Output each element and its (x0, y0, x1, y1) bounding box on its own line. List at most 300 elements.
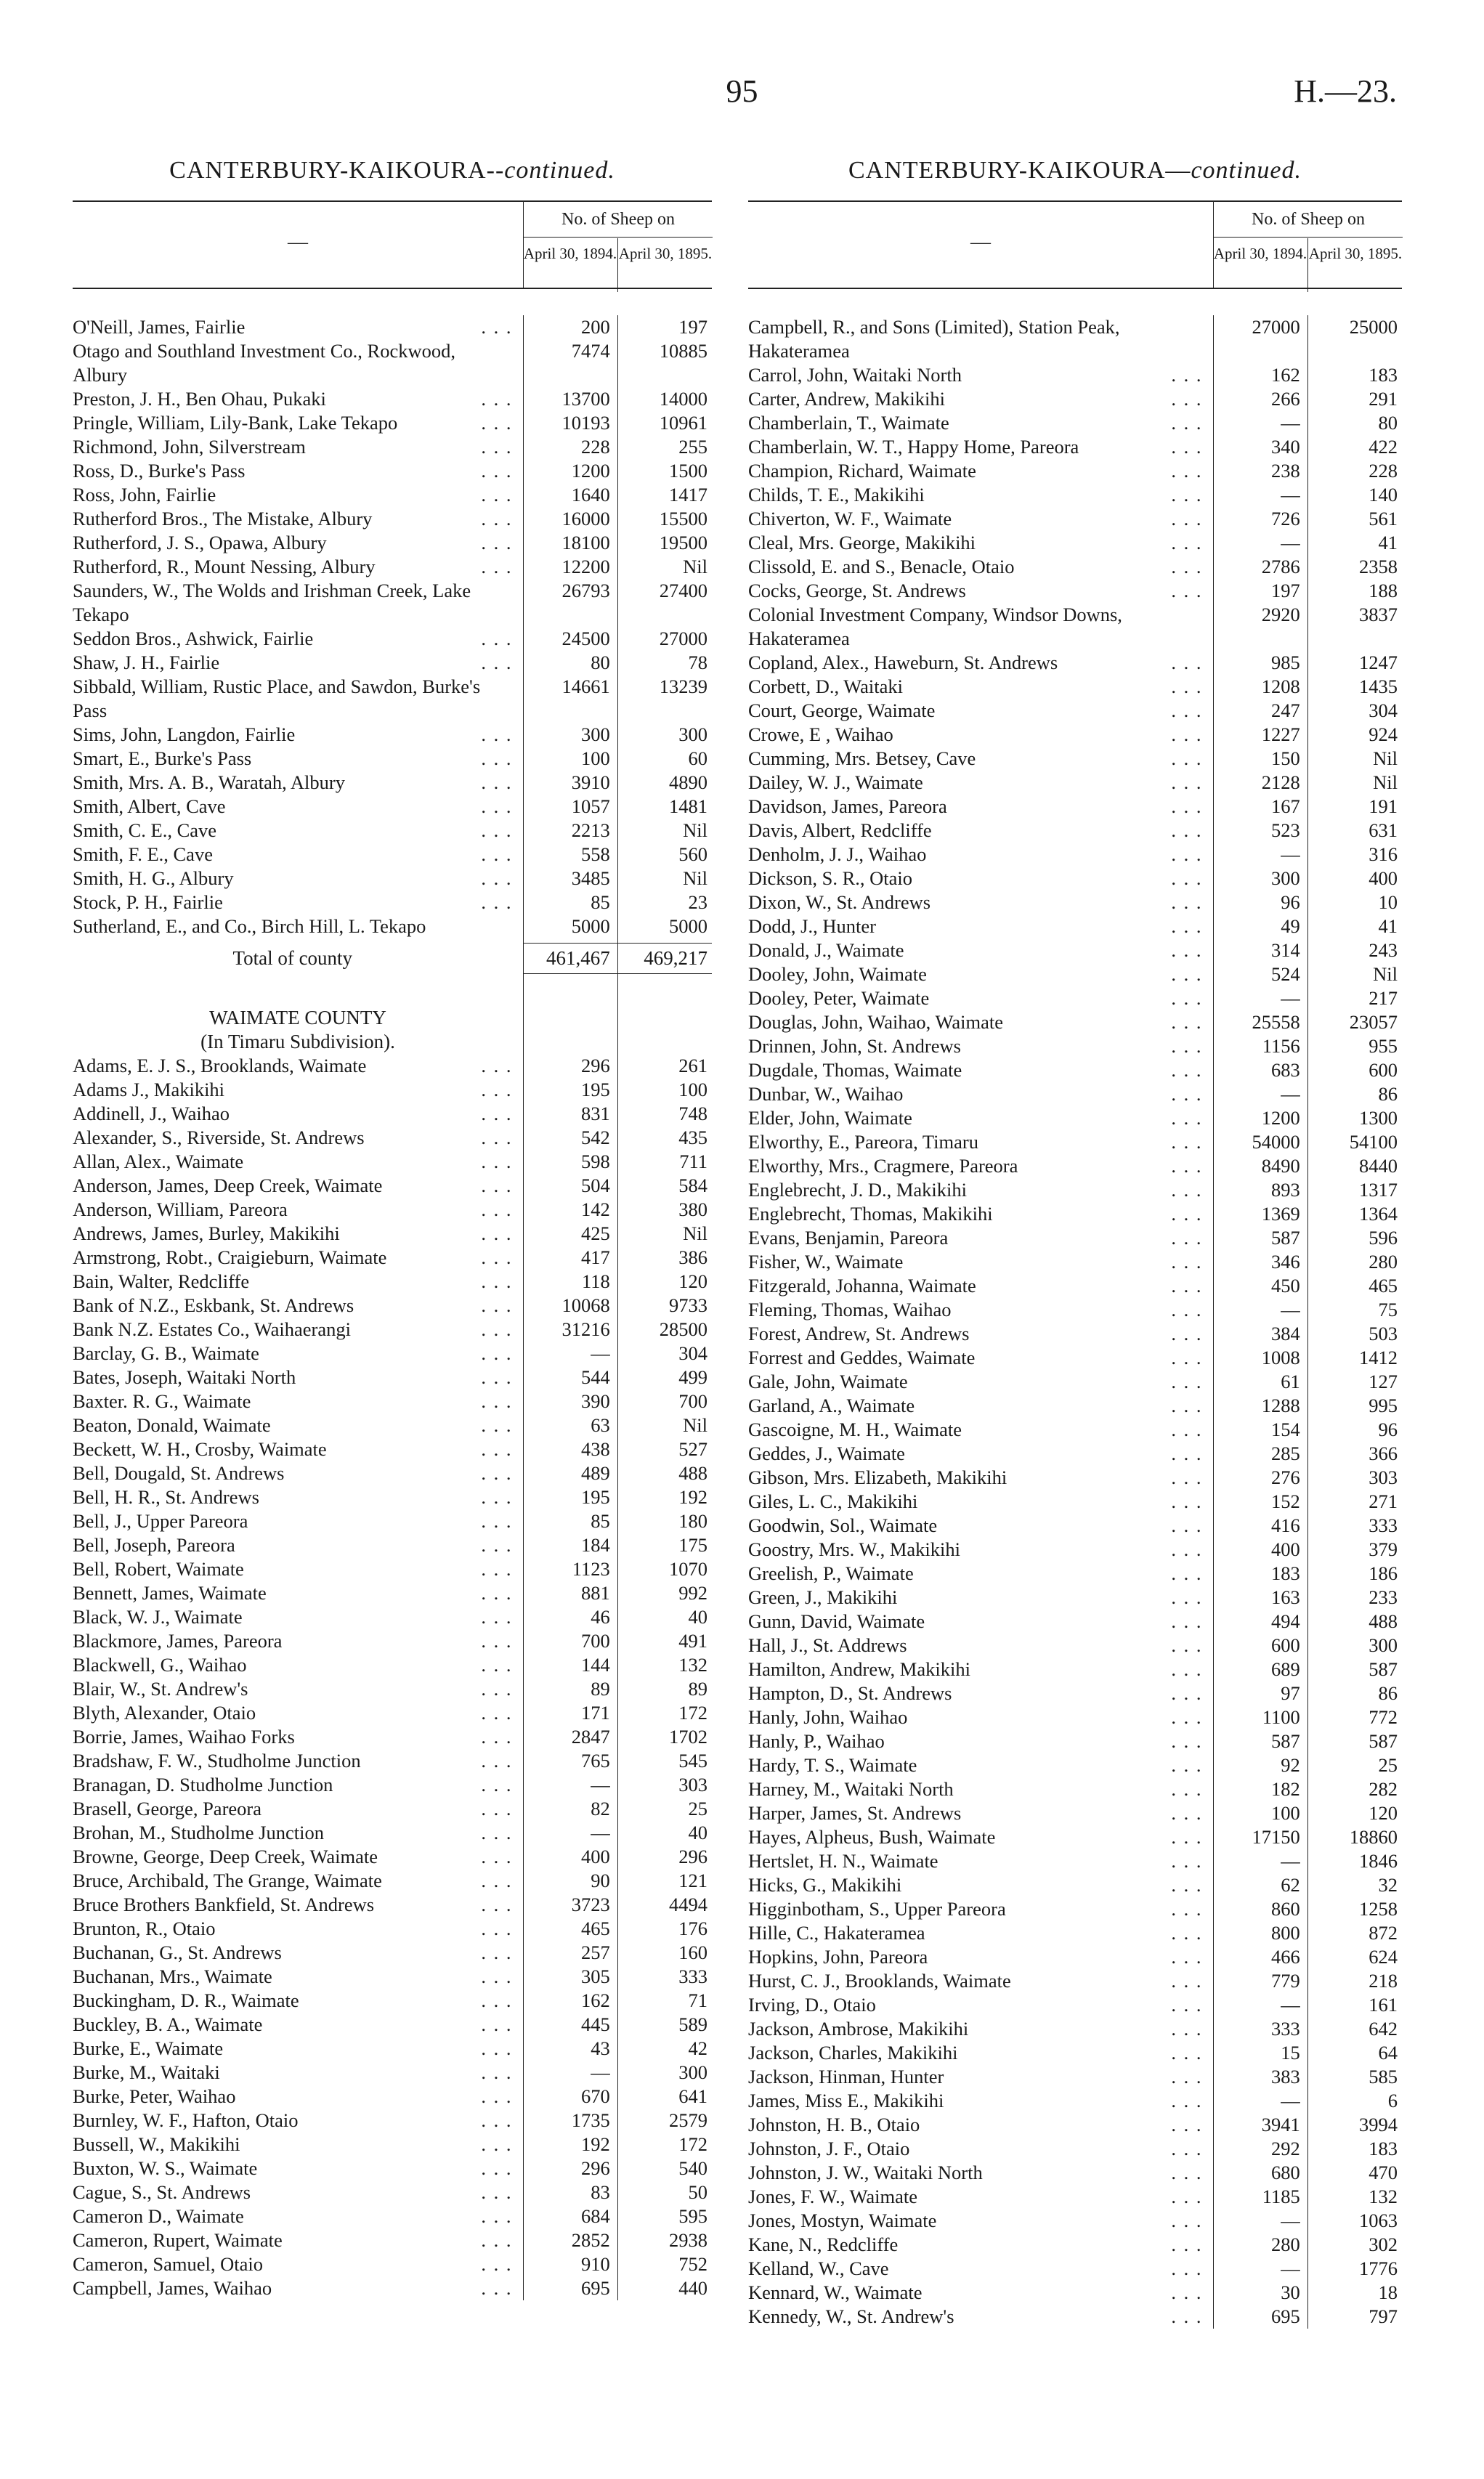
count-1895: Nil (683, 556, 708, 577)
leader-dots: . . . (481, 819, 513, 841)
holder-name-text: Beaton, Donald, Waimate (73, 1414, 275, 1436)
count-1894: 80 (591, 652, 610, 673)
holder-name (748, 1777, 1207, 1801)
holder-name-text: Childs, T. E., Makikihi (748, 484, 929, 506)
holder-name-text: Greelish, P., Waimate (748, 1562, 918, 1584)
count-1895: 1063 (1359, 2210, 1398, 2231)
count-1895: 10885 (659, 340, 708, 362)
holder-name (73, 1989, 517, 2013)
county-heading (73, 1006, 523, 1054)
count-1894: 800 (1270, 1922, 1300, 1944)
holder-name-text: Johnston, J. W., Waitaki North (748, 2162, 987, 2183)
table-row (73, 1917, 712, 1941)
leader-dots: . . . (1171, 2018, 1203, 2040)
right-column-headers (748, 200, 1402, 289)
holder-name (73, 579, 517, 627)
count-1895: 296 (678, 1846, 708, 1867)
holder-name-text: Evans, Benjamin, Pareora (748, 1227, 952, 1249)
table-row (73, 2276, 712, 2300)
leader-dots: . . . (481, 1750, 513, 1772)
count-1895: 255 (678, 436, 708, 458)
count-1894: 2213 (571, 819, 610, 841)
table-row (73, 651, 712, 675)
table-row (73, 2180, 712, 2204)
count-1895: 366 (1369, 1443, 1398, 1464)
count-1895: 23057 (1349, 1011, 1398, 1033)
holder-name (748, 435, 1207, 459)
count-1894: 695 (1270, 2305, 1300, 2327)
table-row (748, 1154, 1402, 1178)
holder-name-text: Bruce Brothers Bankfield, St. Andrews (73, 1894, 378, 1915)
leader-dots: . . . (481, 1918, 513, 1939)
leader-dots: . . . (481, 1726, 513, 1748)
holder-name (73, 2133, 517, 2157)
count-1895: 1247 (1359, 652, 1398, 673)
holder-name-text: Adams J., Makikihi (73, 1079, 229, 1100)
count-1895: 8440 (1359, 1155, 1398, 1177)
holder-name-text: Davidson, James, Pareora (748, 795, 952, 817)
count-1895: 624 (1369, 1946, 1398, 1968)
leader-dots: . . . (1171, 1443, 1203, 1464)
table-row (748, 1130, 1402, 1154)
leader-dots: . . . (1171, 2114, 1203, 2135)
count-1895: 316 (1369, 843, 1398, 865)
table-row (748, 867, 1402, 890)
count-1895: 304 (1369, 699, 1398, 721)
holder-name-text: Sims, John, Langdon, Fairlie (73, 723, 299, 745)
table-row (748, 387, 1402, 411)
holder-name (73, 675, 517, 723)
count-1894: 333 (1270, 2018, 1300, 2040)
holder-name-text: Kane, N., Redcliffe (748, 2233, 902, 2255)
table-row (748, 1394, 1402, 1418)
count-1894: 257 (581, 1942, 610, 1963)
count-1894: 680 (1270, 2162, 1300, 2183)
count-1895: 1300 (1359, 1107, 1398, 1129)
holder-name-text: Bank N.Z. Estates Co., Waihaerangi (73, 1318, 355, 1340)
leader-dots: . . . (1171, 2090, 1203, 2111)
table-row (73, 1845, 712, 1869)
count-1894: 167 (1270, 795, 1300, 817)
table-row (748, 1849, 1402, 1873)
count-1894: 305 (581, 1965, 610, 1987)
count-1895: 641 (678, 2085, 708, 2107)
leader-dots: . . . (1171, 484, 1203, 506)
holder-name-text: Hicks, G., Makikihi (748, 1874, 906, 1896)
count-1894: 587 (1270, 1227, 1300, 1249)
leader-dots: . . . (481, 1798, 513, 1819)
holder-name (73, 1342, 517, 1366)
count-1894: — (1281, 987, 1300, 1009)
holder-name (73, 483, 517, 507)
count-1895: 121 (678, 1870, 708, 1891)
holder-name (73, 459, 517, 483)
holder-name (73, 1845, 517, 1869)
count-1894: — (1281, 1994, 1300, 2016)
count-1895: 379 (1369, 1538, 1398, 1560)
table-row (73, 1342, 712, 1366)
count-1894: 43 (591, 2037, 610, 2059)
holder-name (748, 1921, 1207, 1945)
holder-name (748, 1610, 1207, 1634)
leader-dots: . . . (1171, 1658, 1203, 1680)
holder-name (748, 1514, 1207, 1538)
holder-name (73, 1318, 517, 1342)
holder-name (73, 1941, 517, 1965)
count-1894: 192 (581, 2133, 610, 2155)
table-row (748, 1298, 1402, 1322)
holder-name (748, 1274, 1207, 1298)
leader-dots: . . . (1171, 1011, 1203, 1033)
leader-dots: . . . (1171, 915, 1203, 937)
count-1894: 54000 (1252, 1131, 1300, 1153)
holder-name-text: Forrest and Geddes, Waimate (748, 1347, 979, 1368)
count-1894: 118 (582, 1270, 610, 1292)
leader-dots: . . . (481, 2085, 513, 2107)
count-1895: 175 (678, 1534, 708, 1556)
holder-name (748, 1034, 1207, 1058)
table-row (73, 675, 712, 723)
count-1895: 291 (1369, 388, 1398, 410)
holder-name (73, 890, 517, 914)
count-1894: 489 (581, 1462, 610, 1484)
leader-dots: . . . (1171, 1299, 1203, 1320)
holder-name-text: Donald, J., Waimate (748, 939, 908, 961)
count-1894: 96 (1281, 891, 1300, 913)
count-1894: 1200 (1261, 1107, 1300, 1129)
count-1894: 162 (1270, 364, 1300, 386)
count-1894: 62 (1281, 1874, 1300, 1896)
holder-name-text: Preston, J. H., Ben Ohau, Pukaki (73, 388, 331, 410)
count-1894: — (591, 2061, 610, 2083)
table-row (73, 531, 712, 555)
table-row (73, 2037, 712, 2061)
holder-name-text: Kennard, W., Waimate (748, 2281, 927, 2303)
holder-name-text: Rutherford, R., Mount Nessing, Albury (73, 556, 380, 577)
holder-name (73, 1725, 517, 1749)
leader-dots: . . . (1171, 1826, 1203, 1848)
count-1895: 25 (1378, 1754, 1398, 1776)
count-1895: 631 (1369, 819, 1398, 841)
count-1894: 7474 (571, 340, 610, 362)
table-row (748, 1921, 1402, 1945)
holder-name-text: Bruce, Archibald, The Grange, Waimate (73, 1870, 386, 1891)
holder-name-text: Irving, D., Otaio (748, 1994, 880, 2016)
leader-dots: . . . (1171, 1466, 1203, 1488)
table-row (73, 1557, 712, 1581)
count-1894: 438 (581, 1438, 610, 1460)
count-1894: 425 (581, 1222, 610, 1244)
count-1895: 955 (1369, 1035, 1398, 1057)
leader-dots: . . . (1171, 1706, 1203, 1728)
holder-name (73, 1461, 517, 1485)
table-row (748, 843, 1402, 867)
count-1894: 689 (1270, 1658, 1300, 1680)
total-rule (73, 938, 712, 944)
count-1894: 416 (1270, 1514, 1300, 1536)
holder-name-text: Bain, Walter, Redcliffe (73, 1270, 254, 1292)
count-1894: 893 (1270, 1179, 1300, 1201)
holder-name-text: Court, George, Waimate (748, 699, 939, 721)
count-1894: 300 (1270, 867, 1300, 889)
holder-name (748, 938, 1207, 962)
count-1894: 195 (581, 1079, 610, 1100)
table-row (73, 2061, 712, 2085)
holder-name-text: Hall, J., St. Addrews (748, 1634, 912, 1656)
count-1894: 2847 (571, 1726, 610, 1748)
count-1894: 587 (1270, 1730, 1300, 1752)
left-column-headers (73, 200, 712, 289)
count-1895: 5000 (669, 915, 708, 937)
leader-dots: . . . (481, 412, 513, 434)
count-1894: 3910 (571, 771, 610, 793)
count-1895: 545 (678, 1750, 708, 1772)
holder-name-text: Chamberlain, T., Waimate (748, 412, 954, 434)
holder-name (73, 1677, 517, 1701)
count-1894: 276 (1270, 1466, 1300, 1488)
holder-name (73, 1557, 517, 1581)
count-1895: 1070 (669, 1558, 708, 1580)
holder-name (73, 1246, 517, 1270)
table-row (748, 1274, 1402, 1298)
count-1895: 595 (678, 2205, 708, 2227)
table-row (748, 675, 1402, 699)
holder-name-text: Goodwin, Sol., Waimate (748, 1514, 941, 1536)
count-1894: 100 (1270, 1802, 1300, 1824)
count-1895: 186 (1369, 1562, 1398, 1584)
leader-dots: . . . (1171, 939, 1203, 961)
holder-name-text: Bennett, James, Waimate (73, 1582, 271, 1604)
count-1895: 127 (1369, 1371, 1398, 1392)
holder-name (748, 675, 1207, 699)
count-1895: 27000 (659, 628, 708, 649)
holder-name-text: Saunders, W., The Wolds and Irishman Creek, Lake Tekapo (73, 580, 471, 625)
table-row (748, 1346, 1402, 1370)
leader-dots: . . . (1171, 556, 1203, 577)
table-row (748, 819, 1402, 843)
holder-name-text: Bell, J., Upper Pareora (73, 1510, 252, 1532)
table-row (748, 1082, 1402, 1106)
table-row (73, 1989, 712, 2013)
leader-dots: . . . (1171, 1059, 1203, 1081)
table-row (748, 1490, 1402, 1514)
holder-name (73, 2037, 517, 2061)
count-1895: 2358 (1359, 556, 1398, 577)
holder-name-text: Black, W. J., Waimate (73, 1606, 247, 1628)
table-row (748, 1681, 1402, 1705)
table-row (73, 1294, 712, 1318)
holder-name-text: Baxter. R. G., Waimate (73, 1390, 255, 1412)
leader-dots: . . . (1171, 2066, 1203, 2088)
holder-name-text: Bell, Joseph, Pareora (73, 1534, 240, 1556)
leader-dots: . . . (1171, 1419, 1203, 1440)
table-row (73, 771, 712, 795)
holder-name-text: Hille, C., Hakateramea (748, 1922, 930, 1944)
count-1894: 465 (581, 1918, 610, 1939)
holder-name-text: Ross, John, Fairlie (73, 484, 220, 506)
leader-dots: . . . (1171, 1562, 1203, 1584)
leader-dots: . . . (1171, 364, 1203, 386)
table-row (73, 1701, 712, 1725)
count-1895: 71 (688, 1989, 708, 2011)
holder-name (748, 483, 1207, 507)
count-1895: 25 (688, 1798, 708, 1819)
holder-name-text: Clissold, E. and S., Benacle, Otaio (748, 556, 1019, 577)
right-heading-continued: continued. (1191, 157, 1302, 184)
table-row (73, 890, 712, 914)
count-1894: 445 (581, 2013, 610, 2035)
table-row (748, 1801, 1402, 1825)
leader-dots: . . . (481, 1366, 513, 1388)
count-1894: 542 (581, 1127, 610, 1148)
holder-name (73, 651, 517, 675)
holder-name-text: Dooley, John, Waimate (748, 963, 931, 985)
count-1895: 503 (1369, 1323, 1398, 1344)
holder-name-text: Hayes, Alpheus, Bush, Waimate (748, 1826, 1000, 1848)
count-1895: 3994 (1359, 2114, 1398, 2135)
right-heading (748, 153, 1402, 189)
count-1894: 5000 (571, 915, 610, 937)
holder-name (73, 2228, 517, 2252)
count-1895: 197 (678, 316, 708, 338)
county-subdivision: (In Timaru Subdivision). (200, 1031, 395, 1052)
count-1895: 64 (1378, 2042, 1398, 2064)
leader-dots: . . . (1171, 1347, 1203, 1368)
count-1895: 386 (678, 1246, 708, 1268)
holder-name (73, 1485, 517, 1509)
count-1894: 92 (1281, 1754, 1300, 1776)
count-1894: — (1281, 2210, 1300, 2231)
holder-name-text: Green, J., Makikihi (748, 1586, 901, 1608)
leader-dots: . . . (481, 1846, 513, 1867)
holder-name (748, 411, 1207, 435)
holder-name (73, 1222, 517, 1246)
holder-name-text: Alexander, S., Riverside, St. Andrews (73, 1127, 369, 1148)
count-1895: 540 (678, 2157, 708, 2179)
count-1894: 400 (581, 1846, 610, 1867)
count-1895: 27400 (659, 580, 708, 601)
count-1894: 63 (591, 1414, 610, 1436)
holder-name-text: Higginbotham, S., Upper Pareora (748, 1898, 1010, 1920)
leader-dots: . . . (481, 532, 513, 553)
holder-name (73, 1821, 517, 1845)
count-1894: 26793 (561, 580, 610, 601)
document-reference: H.—23. (1294, 73, 1397, 109)
table-row (73, 1485, 712, 1509)
holder-name-text: Cocks, George, St. Andrews (748, 580, 970, 601)
table-row (748, 2089, 1402, 2113)
count-1894: 285 (1270, 1443, 1300, 1464)
holder-name (748, 962, 1207, 986)
right-table-body (748, 315, 1402, 2329)
count-1894: 25558 (1252, 1011, 1300, 1033)
holder-name (73, 1749, 517, 1773)
count-1894: 85 (591, 891, 610, 913)
table-row (73, 2157, 712, 2180)
holder-name (748, 1849, 1207, 1873)
count-1894: 1057 (571, 795, 610, 817)
table-row (73, 1821, 712, 1845)
leader-dots: . . . (481, 2181, 513, 2203)
holder-name-text: Otago and Southland Investment Co., Rockwood, Albury (73, 340, 455, 386)
table-row (748, 1538, 1402, 1562)
count-1894: 700 (581, 1630, 610, 1652)
holder-name-text: Cague, S., St. Andrews (73, 2181, 255, 2203)
table-row (748, 507, 1402, 531)
holder-name (748, 1538, 1207, 1562)
holder-name-text: Ross, D., Burke's Pass (73, 460, 249, 482)
table-row (748, 2305, 1402, 2329)
holder-name-text: Dodd, J., Hunter (748, 915, 880, 937)
leader-dots: . . . (481, 891, 513, 913)
count-1894: 15 (1281, 2042, 1300, 2064)
count-1895: 80 (1378, 412, 1398, 434)
holder-name (73, 1437, 517, 1461)
table-row (748, 1753, 1402, 1777)
count-1894: 16000 (561, 508, 610, 530)
holder-name-text: Gibson, Mrs. Elizabeth, Makikihi (748, 1466, 1011, 1488)
leader-dots: . . . (1171, 2210, 1203, 2231)
count-1895: 300 (678, 2061, 708, 2083)
leader-dots: . . . (1171, 508, 1203, 530)
holder-name (748, 819, 1207, 843)
table-row (73, 555, 712, 579)
holder-name (73, 627, 517, 651)
leader-dots: . . . (481, 843, 513, 865)
count-1895: 584 (678, 1174, 708, 1196)
count-1895: 1435 (1359, 675, 1398, 697)
holder-name-text: Buckingham, D. R., Waimate (73, 1989, 304, 2011)
count-1895: 42 (688, 2037, 708, 2059)
holder-name-text: Fisher, W., Waimate (748, 1251, 907, 1273)
count-1895: 60 (688, 747, 708, 769)
table-row (73, 1389, 712, 1413)
count-1894: 504 (581, 1174, 610, 1196)
holder-name-text: Burke, E., Waimate (73, 2037, 227, 2059)
count-1895: 303 (678, 1774, 708, 1796)
count-1894: 1100 (1262, 1706, 1300, 1728)
leader-dots: . . . (1171, 1850, 1203, 1872)
count-1894: 765 (581, 1750, 610, 1772)
count-1895: 140 (1369, 484, 1398, 506)
holder-name-text: Bell, Robert, Waimate (73, 1558, 248, 1580)
count-1895: 561 (1369, 508, 1398, 530)
holder-name-text: Hampton, D., St. Andrews (748, 1682, 956, 1704)
holder-name-text: Burnley, W. F., Hafton, Otaio (73, 2109, 302, 2131)
count-1894: 49 (1281, 915, 1300, 937)
count-1895: 54100 (1349, 1131, 1398, 1153)
count-1894: — (1281, 2090, 1300, 2111)
leader-dots: . . . (1171, 963, 1203, 985)
count-1895: 3837 (1359, 604, 1398, 625)
leader-dots: . . . (481, 1965, 513, 1987)
leader-dots: . . . (1171, 1490, 1203, 1512)
total-1895: 469,217 (644, 947, 708, 969)
leader-dots: . . . (1171, 1275, 1203, 1297)
leader-dots: . . . (481, 508, 513, 530)
count-1895: 100 (678, 1079, 708, 1100)
holder-name-text: Jackson, Hinman, Hunter (748, 2066, 948, 2088)
count-1895: 1846 (1359, 1850, 1398, 1872)
table-row (73, 2013, 712, 2037)
count-1894: 152 (1270, 1490, 1300, 1512)
holder-name (73, 435, 517, 459)
count-1894: 1369 (1261, 1203, 1300, 1225)
count-1895: 86 (1378, 1682, 1398, 1704)
count-1895: 752 (678, 2253, 708, 2275)
holder-name-text: Jones, F. W., Waimate (748, 2186, 922, 2207)
count-1895: 86 (1378, 1083, 1398, 1105)
